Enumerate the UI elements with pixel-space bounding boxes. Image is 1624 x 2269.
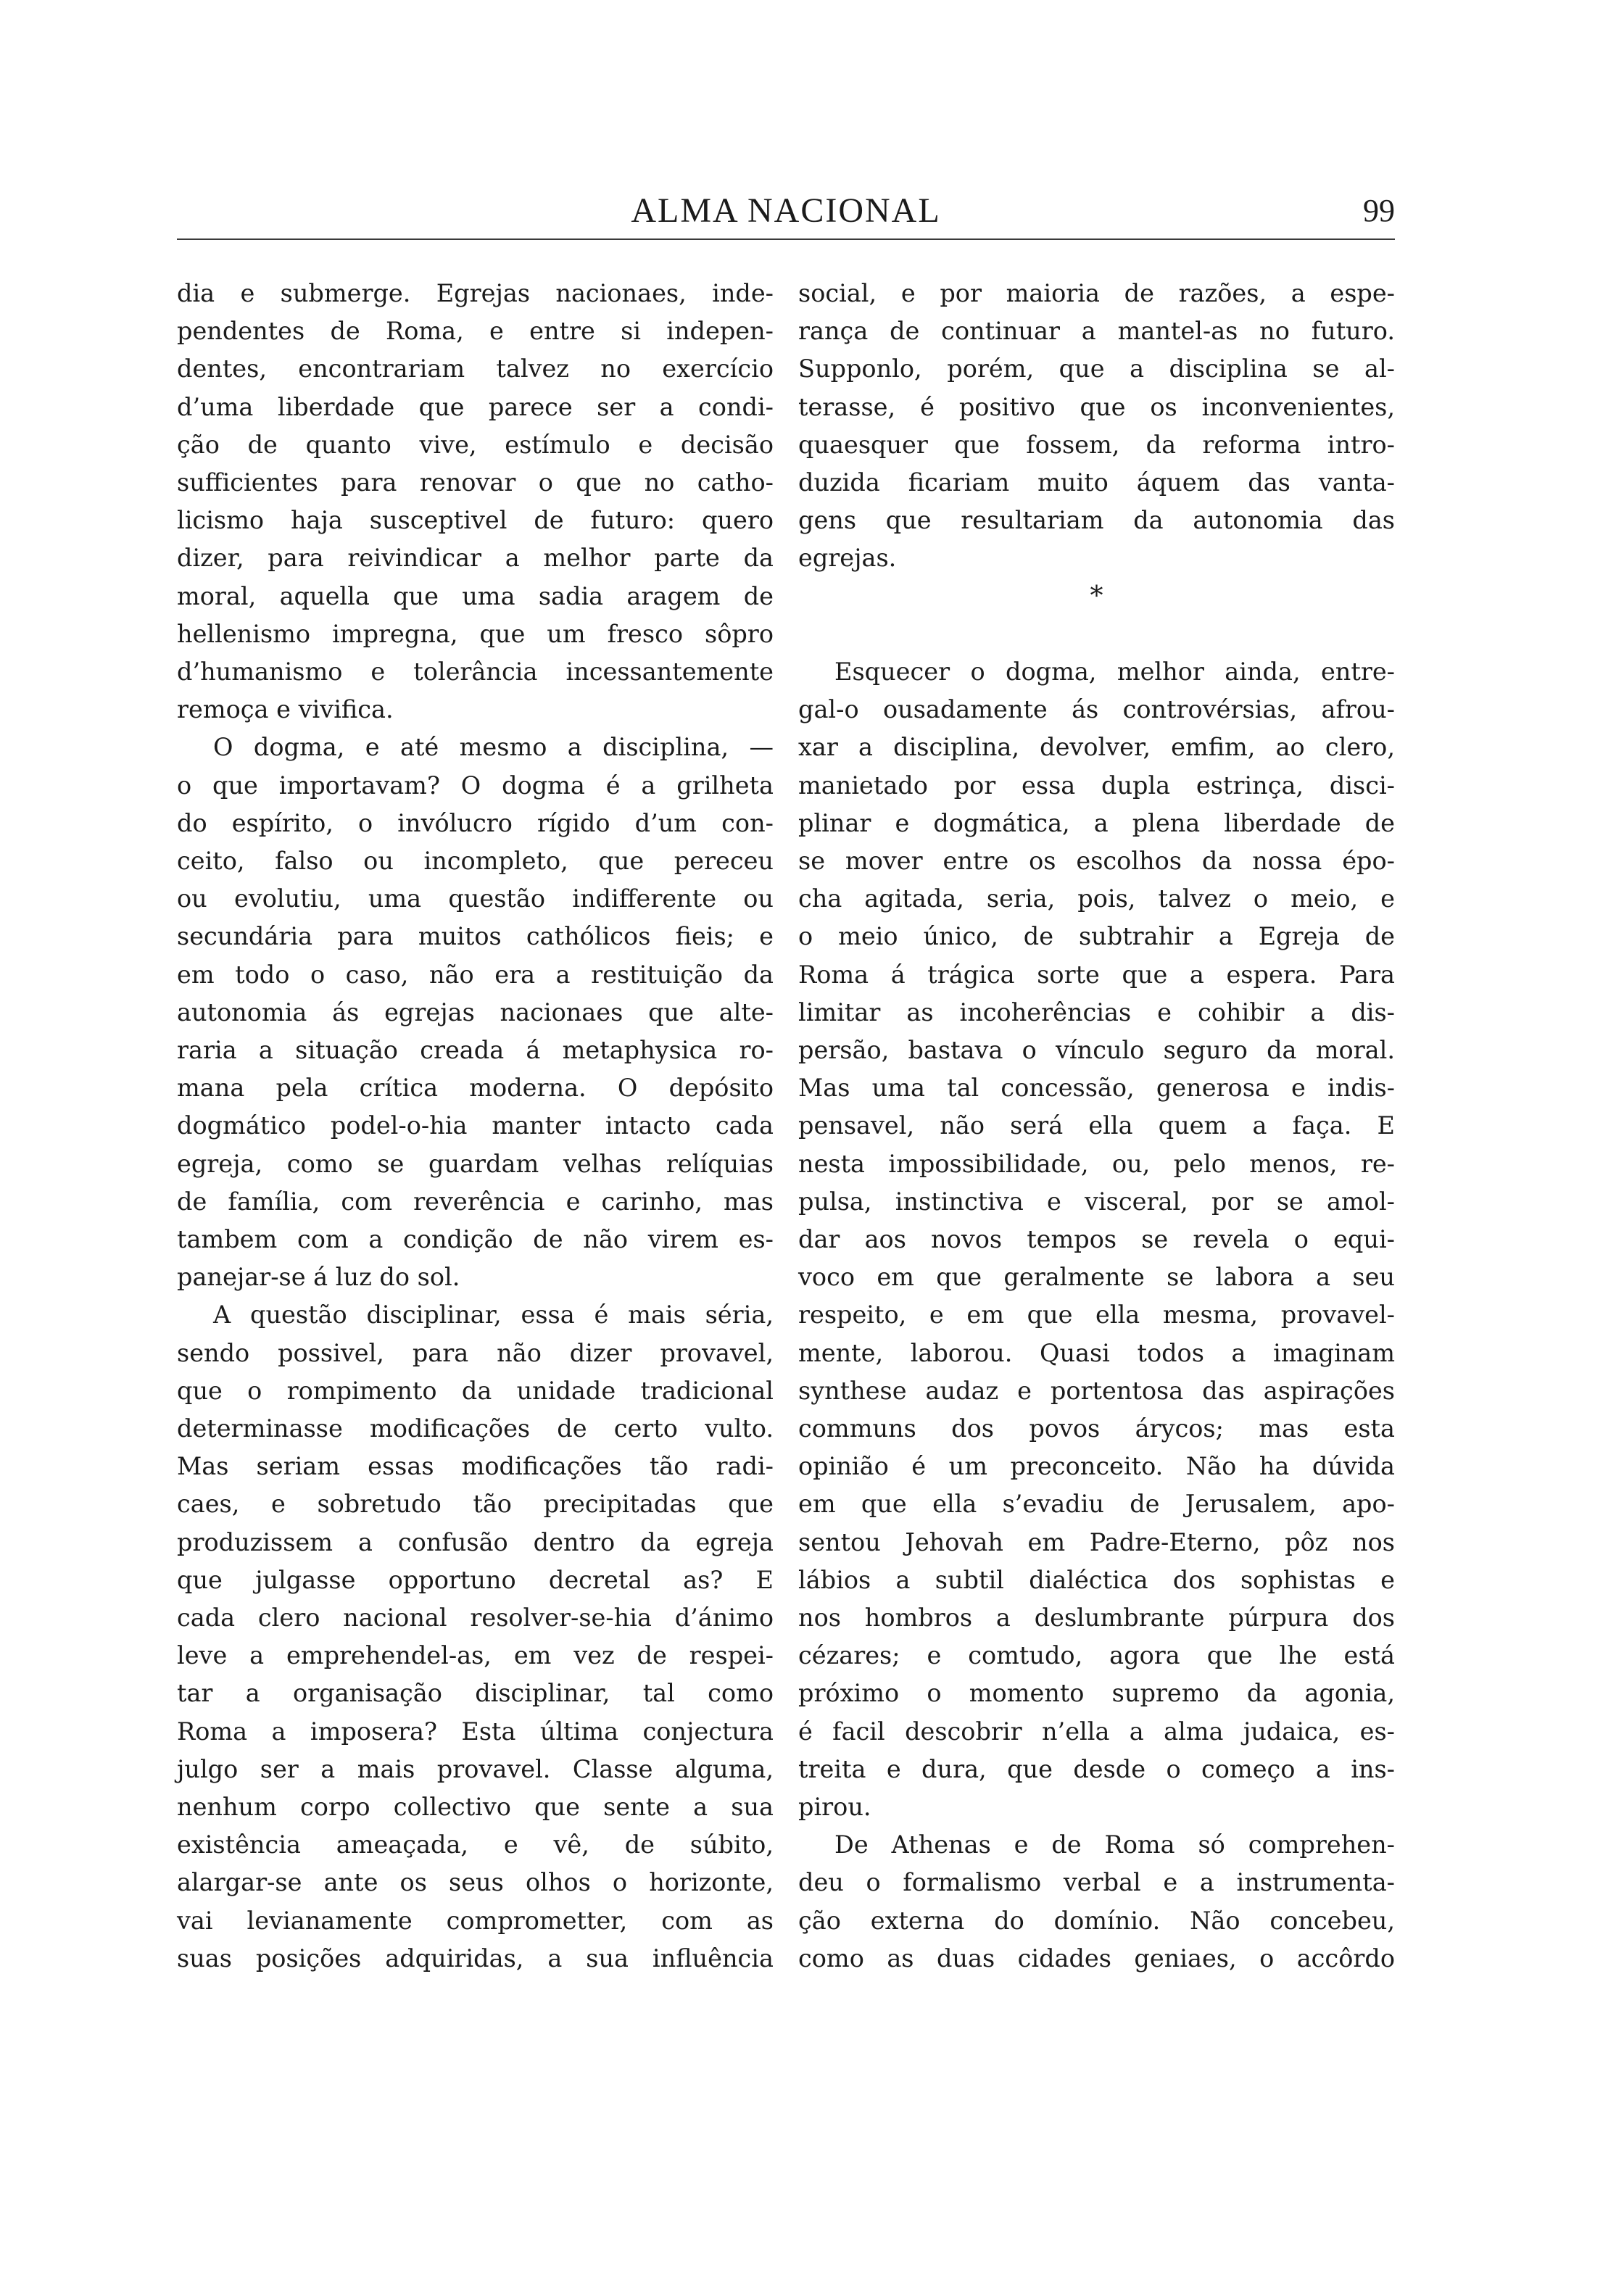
text-line: egreja, como se guardam velhas relíquias bbox=[177, 1149, 774, 1178]
text-line: Mas uma tal concessão, generosa e indis- bbox=[798, 1074, 1395, 1103]
text-line: secundária para muitos cathólicos fieis; e bbox=[177, 922, 774, 951]
text-line: cada clero nacional resolver-se-hia d’ánimo bbox=[177, 1604, 774, 1632]
text-line: ção externa do domínio. Não concebeu, bbox=[798, 1906, 1395, 1935]
text-line: pirou. bbox=[798, 1793, 871, 1821]
text-line: tar a organisação disciplinar, tal como bbox=[177, 1679, 774, 1708]
text-line: que julgasse opportuno decretal as? E bbox=[177, 1565, 774, 1594]
text-line: tambem com a condição de não virem es- bbox=[177, 1225, 774, 1253]
text-line: como as duas cidades geniaes, o accôrdo bbox=[798, 1944, 1395, 1973]
text-line: quaesquer que fossem, da reforma intro- bbox=[798, 430, 1395, 459]
text-line: voco em que geralmente se labora a seu bbox=[798, 1263, 1395, 1292]
text-line: mente, laborou. Quasi todos a imaginam bbox=[798, 1338, 1395, 1367]
text-line: persão, bastava o vínculo seguro da moral. bbox=[798, 1036, 1395, 1064]
text-line: remoça e vivifica. bbox=[177, 695, 394, 724]
text-line: nesta impossibilidade, ou, pelo menos, re- bbox=[798, 1149, 1395, 1178]
text-line: autonomia ás egrejas nacionaes que alte- bbox=[177, 997, 774, 1026]
text-line: em que ella s’evadiu de Jerusalem, apo- bbox=[798, 1490, 1395, 1519]
text-line: cézares; e comtudo, agora que lhe está bbox=[798, 1641, 1395, 1670]
text-line: nos hombros a deslumbrante púrpura dos bbox=[798, 1604, 1395, 1632]
text-line: duzida ficariam muito áquem das vanta- bbox=[798, 468, 1395, 497]
text-line: pendentes de Roma, e entre si indepen- bbox=[177, 317, 774, 346]
text-line: synthese audaz e portentosa das aspirações bbox=[798, 1376, 1395, 1405]
text-line: de família, com reverência e carinho, mas bbox=[177, 1187, 774, 1216]
text-line: dentes, encontrariam talvez no exercício bbox=[177, 354, 774, 383]
text-line: dar aos novos tempos se revela o equi- bbox=[798, 1225, 1395, 1253]
text-line: treita e dura, que desde o começo a ins- bbox=[798, 1754, 1395, 1783]
text-line: xar a disciplina, devolver, emfim, ao clero, bbox=[798, 733, 1395, 762]
text-line: Mas seriam essas modificações tão radi- bbox=[177, 1452, 774, 1481]
text-line: lábios a subtil dialéctica dos sophistas e bbox=[798, 1565, 1395, 1594]
text-line: existência ameaçada, e vê, de súbito, bbox=[177, 1830, 774, 1859]
text-line: pensavel, não será ella quem a faça. E bbox=[798, 1111, 1395, 1140]
text-line: raria a situação creada á metaphysica ro- bbox=[177, 1036, 774, 1064]
text-line: é facil descobrir n’ella a alma judaica, es- bbox=[798, 1717, 1395, 1746]
text-line: d’humanismo e tolerância incessantemente bbox=[177, 658, 774, 686]
text-line: licismo haja susceptivel de futuro: quero bbox=[177, 506, 774, 535]
text-line: cha agitada, seria, pois, talvez o meio, e bbox=[798, 884, 1395, 913]
text-line: dizer, para reivindicar a melhor parte da bbox=[177, 544, 774, 573]
text-line: gens que resultariam da autonomia das bbox=[798, 506, 1395, 535]
text-line: rança de continuar a mantel-as no futuro. bbox=[798, 317, 1395, 346]
text-line: sentou Jehovah em Padre-Eterno, pôz nos bbox=[798, 1527, 1395, 1556]
text-line: nenhum corpo collectivo que sente a sua bbox=[177, 1793, 774, 1821]
text-line: Esquecer o dogma, melhor ainda, entre- bbox=[834, 658, 1395, 686]
page-number: 99 bbox=[1363, 193, 1395, 228]
text-line: terasse, é positivo que os inconvenientes, bbox=[798, 392, 1395, 421]
text-line: em todo o caso, não era a restituição da bbox=[177, 960, 774, 989]
text-line: respeito, e em que ella mesma, provavel- bbox=[798, 1301, 1395, 1330]
text-line: manietado por essa dupla estrinça, disci- bbox=[798, 771, 1395, 800]
text-line: O dogma, e até mesmo a disciplina, — bbox=[213, 733, 774, 762]
text-line: opinião é um preconceito. Não ha dúvida bbox=[798, 1452, 1395, 1481]
running-title: ALMA NACIONAL bbox=[631, 191, 941, 230]
text-line: do espírito, o invólucro rígido d’um con- bbox=[177, 808, 774, 837]
text-line: alargar-se ante os seus olhos o horizonte, bbox=[177, 1868, 774, 1897]
text-line: se mover entre os escolhos da nossa épo- bbox=[798, 847, 1395, 875]
text-line: deu o formalismo verbal e a instrumenta- bbox=[798, 1868, 1395, 1897]
text-line: social, e por maioria de razões, a espe- bbox=[798, 279, 1395, 307]
text-line: vai levianamente comprometter, com as bbox=[177, 1906, 774, 1935]
text-line: communs dos povos árycos; mas esta bbox=[798, 1414, 1395, 1443]
text-line: d’uma liberdade que parece ser a condi- bbox=[177, 392, 774, 421]
text-line: panejar-se á luz do sol. bbox=[177, 1263, 460, 1292]
text-line: hellenismo impregna, que um fresco sôpro bbox=[177, 619, 774, 648]
text-line: o que importavam? O dogma é a grilheta bbox=[177, 771, 774, 800]
text-line: Roma á trágica sorte que a espera. Para bbox=[798, 960, 1395, 989]
text-line: plinar e dogmática, a plena liberdade de bbox=[798, 808, 1395, 837]
text-line: Roma a imposera? Esta última conjectura bbox=[177, 1717, 774, 1746]
text-line: egrejas. bbox=[798, 544, 897, 573]
text-line: pulsa, instinctiva e visceral, por se amol- bbox=[798, 1187, 1395, 1216]
header-rule bbox=[177, 238, 1395, 240]
text-line: determinasse modificações de certo vulto. bbox=[177, 1414, 774, 1443]
text-line: A questão disciplinar, essa é mais séria, bbox=[213, 1301, 774, 1330]
text-line: ção de quanto vive, estímulo e decisão bbox=[177, 430, 774, 459]
text-line: que o rompimento da unidade tradicional bbox=[177, 1376, 774, 1405]
page-header bbox=[177, 185, 1395, 243]
text-line: leve a emprehendel-as, em vez de respei- bbox=[177, 1641, 774, 1670]
text-line: dogmático podel-o-hia manter intacto cada bbox=[177, 1111, 774, 1140]
text-line: suas posições adquiridas, a sua influência bbox=[177, 1944, 774, 1973]
section-separator-asterisk: * bbox=[1090, 581, 1103, 611]
text-line: julgo ser a mais provavel. Classe alguma, bbox=[177, 1754, 774, 1783]
text-line: Supponlo, porém, que a disciplina se al- bbox=[798, 354, 1395, 383]
text-line: próximo o momento supremo da agonia, bbox=[798, 1679, 1395, 1708]
text-line: ou evolutiu, uma questão indifferente ou bbox=[177, 884, 774, 913]
text-line: sufficientes para renovar o que no catho- bbox=[177, 468, 774, 497]
text-line: moral, aquella que uma sadia aragem de bbox=[177, 581, 774, 610]
text-line: o meio único, de subtrahir a Egreja de bbox=[798, 922, 1395, 951]
text-line: gal-o ousadamente ás controvérsias, afrou- bbox=[798, 695, 1395, 724]
text-line: sendo possivel, para não dizer provavel, bbox=[177, 1338, 774, 1367]
text-line: mana pela crítica moderna. O depósito bbox=[177, 1074, 774, 1103]
text-line: dia e submerge. Egrejas nacionaes, inde- bbox=[177, 279, 774, 307]
text-line: De Athenas e de Roma só comprehen- bbox=[834, 1830, 1395, 1859]
text-line: produzissem a confusão dentro da egreja bbox=[177, 1527, 774, 1556]
text-line: ceito, falso ou incompleto, que pereceu bbox=[177, 847, 774, 875]
text-line: caes, e sobretudo tão precipitadas que bbox=[177, 1490, 774, 1519]
text-line: limitar as incoherências e cohibir a dis- bbox=[798, 997, 1395, 1026]
